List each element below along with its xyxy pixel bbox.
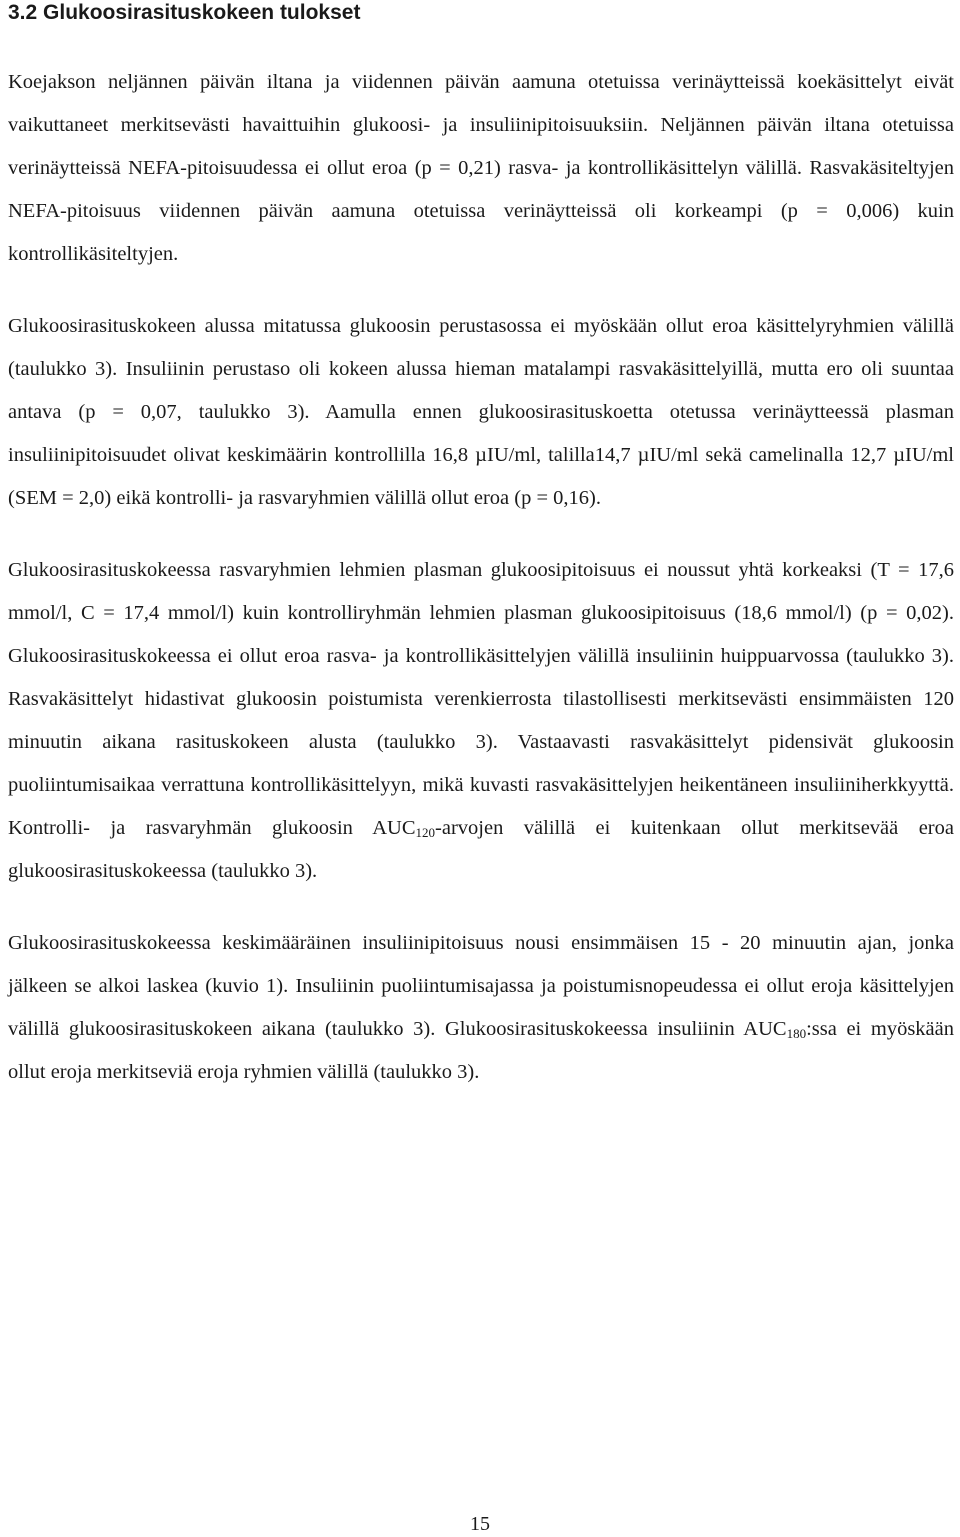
section-title: 3.2 Glukoosirasituskokeen tulokset — [8, 1, 361, 24]
paragraph-1: Koejakson neljännen päivän iltana ja viidennen päivän aamuna otetuissa verinäytteissä koekäsittelyt eivät vaikuttaneet merkitsevästi havaittuihin glukoosi- ja insuliinipitoisuuksiin. Neljännen päivän iltana otetuissa verinäytteissä NEFA-pitoisuudessa ei ollut eroa (p = 0,21) rasva- ja kontrollikäsittelyn välillä. Rasvakäsiteltyjen NEFA-pitoisuus viidennen päivän aamuna otetuissa verinäytteissä oli korkeampi (p = 0,006) kuin kontrollikäsiteltyjen. — [8, 71, 954, 265]
paragraph-2: Glukoosirasituskokeen alussa mitatussa glukoosin perustasossa ei myöskään ollut eroa käsittelyryhmien välillä (taulukko 3). Insuliinin perustaso oli kokeen alussa hieman matalampi rasvakäsittelyillä, mutta ero oli suuntaa antava (p = 0,07, taulukko 3). Aamulla ennen glukoosirasituskoetta otetussa verinäytteessä plasman insuliinipitoisuudet olivat keskimäärin kontrollilla 16,8 µIU/ml, talilla14,7 µIU/ml sekä camelinalla 12,7 µIU/ml (SEM = 2,0) eikä kontrolli- ja rasvaryhmien välillä ollut eroa (p = 0,16). — [8, 315, 954, 509]
paragraph-4 — [8, 922, 954, 1094]
document-page — [8, 0, 954, 1094]
auc-subscript-120: 120 — [415, 825, 436, 840]
paragraph-4-text-start: Glukoosirasituskokeessa keskimääräinen insuliinipitoisuus nousi ensimmäisen 15 - 20 minuutin ajan, jonka jälkeen se alkoi laskea (kuvio 1). Insuliinin puoliintumisajassa ja poistumisnopeudessa ei ollut eroja käsittelyjen välillä glukoosirasituskokeen aikana (taulukko 3). Glukoosirasituskokeessa insuliinin AUC — [8, 932, 954, 1040]
paragraph-3 — [8, 549, 954, 893]
paragraph-4-text-end: :ssa ei myöskään ollut eroja merkitseviä eroja ryhmien välillä (taulukko 3). — [8, 1018, 954, 1083]
paragraph-3-text-start: Glukoosirasituskokeessa rasvaryhmien lehmien plasman glukoosipitoisuus ei noussut yhtä korkeaksi (T = 17,6 mmol/l, C = 17,4 mmol/l) kuin kontrolliryhmän lehmien plasman glukoosipitoisuus (18,6 mmol/l) (p = 0,02). Glukoosirasituskokeessa ei ollut eroa rasva- ja kontrollikäsittelyjen välillä insuliinin huippuarvossa (taulukko 3). Rasvakäsittelyt hidastivat glukoosin poistumista verenkierrosta tilastollisesti merkitsevästi ensimmäisten 120 minuutin aikana rasituskokeen alusta (taulukko 3). Vastaavasti rasvakäsittelyt pidensivät glukoosin puoliintumisaikaa verrattuna kontrollikäsittelyyn, mikä kuvasti rasvakäsittelyjen heikentäneen insuliiniherkkyyttä. Kontrolli- ja rasvaryhmän glukoosin AUC — [8, 559, 954, 839]
page-number: 15 — [470, 1513, 490, 1535]
auc-subscript-180: 180 — [786, 1026, 807, 1041]
paragraph-3-text-end: -arvojen välillä ei kuitenkaan ollut merkitsevää eroa glukoosirasituskokeessa (taulukko 3). — [8, 817, 954, 882]
